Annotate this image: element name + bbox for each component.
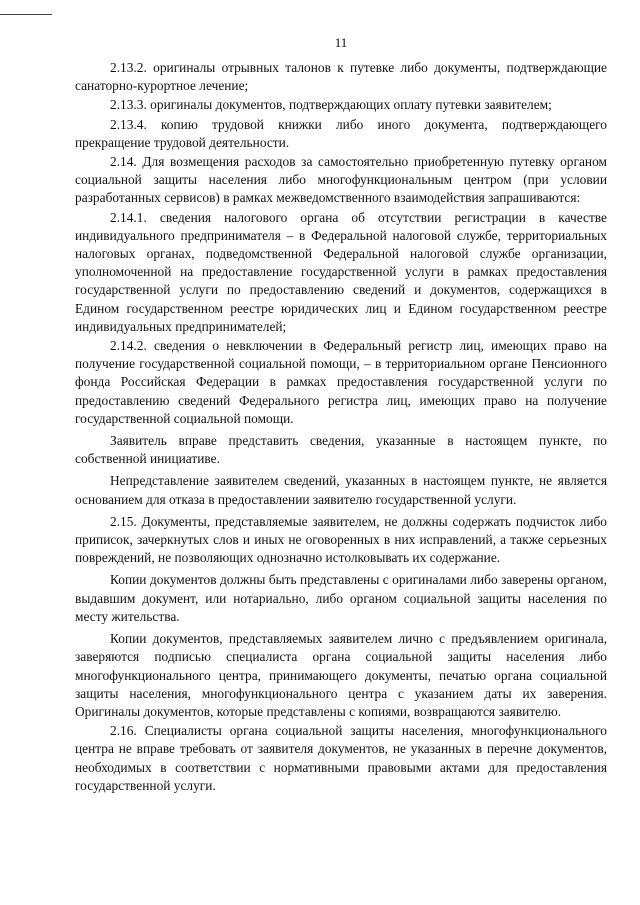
paragraph-2-14-2: 2.14.2. сведения о невключении в Федеральный регистр лиц, имеющих право на получение государственной социальной помощи, – в территориальном органе Пенсионного фонда Российская Федерации в рамках предоставления государственной услуги по предоставлению сведений Федерального регистра лиц, имеющих право на получение государственной социальной помощи. <box>75 338 607 426</box>
document-page <box>75 35 607 799</box>
paragraph-applicant-right: Заявитель вправе представить сведения, указанные в настоящем пункте, по собственной инициативе. <box>75 433 607 467</box>
paragraph-2-13-3: 2.13.3. оригиналы документов, подтверждающих оплату путевки заявителем; <box>110 97 552 113</box>
paragraph-2-14: 2.14. Для возмещения расходов за самостоятельно приобретенную путевку органом социальной защиты населения либо многофункциональным центром (при условии разработанных сервисов) в рамках межведомственного взаимодействия запрашиваются: <box>75 154 607 206</box>
paragraph-2-14-1: 2.14.1. сведения налогового органа об отсутствии регистрации в качестве индивидуального предпринимателя – в Федеральной налоговой службе, территориальных налоговых органах, подведомственной Федеральной налоговой службе организации, уполномоченной на предоставление государственной услуги в рамках предоставления государственной услуги по предоставлению сведений и документов, содержащихся в Едином государственном реестре юридических лиц и Едином государственном реестре индивидуальных предпринимателей; <box>75 209 607 334</box>
paragraph-2-13-4: 2.13.4. копию трудовой книжки либо иного документа, подтверждающего прекращение трудовой деятельности. <box>75 116 607 150</box>
paragraph-copies-in-person: Копии документов, представляемых заявителем лично с предъявлением оригинала, заверяются подписью специалиста органа социальной защиты населения либо многофункционального центра, принимающего документы, печатью органа социальной защиты населения, многофункционального центра с указанием даты их заверения. Оригиналы документов, которые представлены с копиями, возвращаются заявителю. <box>75 631 607 719</box>
paragraph-2-13-2: 2.13.2. оригиналы отрывных талонов к путевке либо документы, подтверждающие санаторно-курортное лечение; <box>75 60 607 94</box>
page-number: 11 <box>334 35 348 50</box>
paragraph-copies-certified: Копии документов должны быть представлены с оригиналами либо заверены органом, выдавшим документ, или нотариально, либо органом социальной защиты населения по месту жительства. <box>75 572 607 624</box>
paragraph-2-15: 2.15. Документы, представляемые заявителем, не должны содержать подчисток либо приписок, зачеркнутых слов и иных не оговоренных в них исправлений, а также серьезных повреждений, не позволяющих однозначно истолковывать их содержание. <box>75 513 607 566</box>
paragraph-non-submission: Непредставление заявителем сведений, указанных в настоящем пункте, не является основанием для отказа в предоставлении заявителю государственной услуги. <box>75 473 607 507</box>
paragraph-2-16: 2.16. Специалисты органа социальной защиты населения, многофункционального центра не вправе требовать от заявителя документов, не указанных в перечне документов, необходимых в соответствии с нормативными правовыми актами для предоставления государственной услуги. <box>75 723 607 793</box>
scan-corner-mark <box>0 0 52 15</box>
